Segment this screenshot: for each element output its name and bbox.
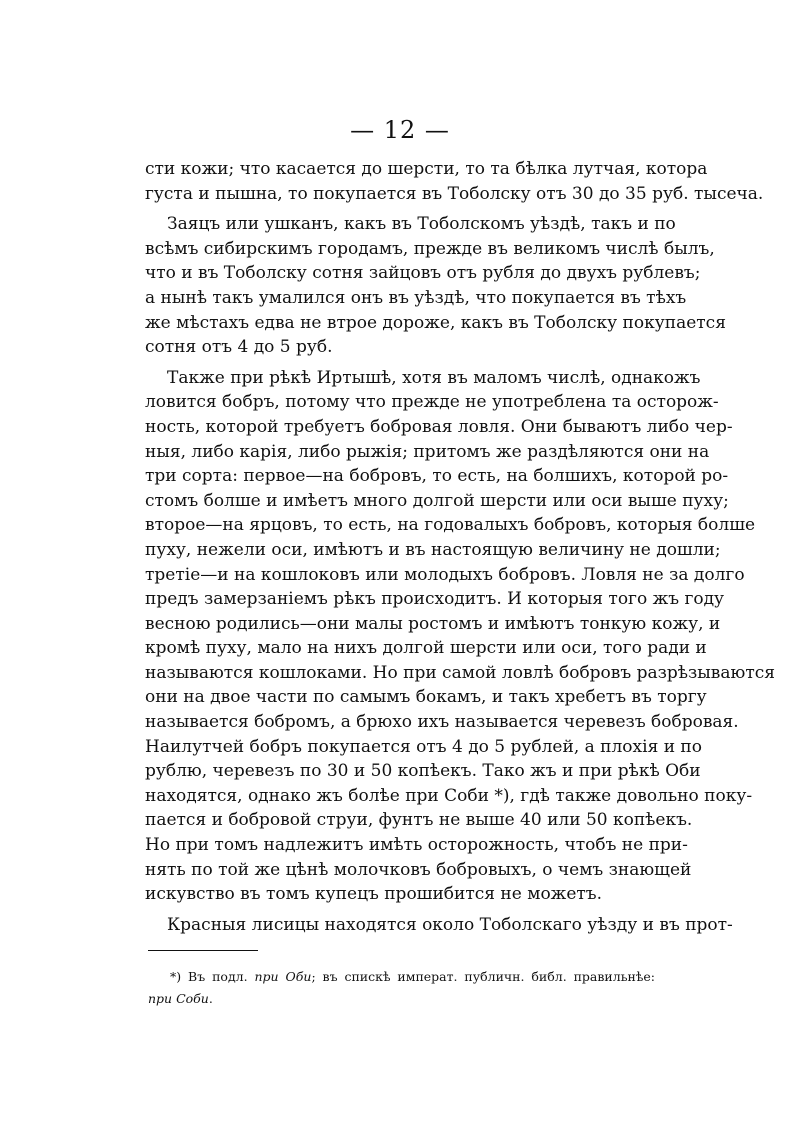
text-line: всѣмъ сибирскимъ городамъ, прежде въ великомъ числѣ былъ, [145, 238, 715, 259]
footnote [148, 966, 655, 1010]
footnote-end: . [208, 991, 213, 1006]
text-line: нять по той же цѣнѣ молочковъ бобровыхъ, о чемъ знающей [145, 859, 692, 880]
text-line: рублю, черевезъ по 30 и 50 копѣекъ. Тако жъ и при рѣкѣ Оби [145, 761, 701, 782]
footnote-italic-1: при Оби [254, 969, 312, 984]
text-line: Заяцъ или ушканъ, какъ въ Тоболскомъ уѣздѣ, такъ и по [167, 214, 676, 235]
text-line: называются кошлоками. Но при самой ловлѣ бобровъ разрѣзываются [145, 662, 775, 683]
text-line: пается и бобровой струи, фунтъ не выше 40 или 50 копѣекъ. [145, 810, 693, 831]
text-line: густа и пышна, то покупается въ Тоболску отъ 30 до 35 руб. тысеча. [145, 183, 764, 204]
text-line: Наилутчей бобръ покупается отъ 4 до 5 рублей, а плохія и по [145, 736, 702, 757]
paragraph-2 [145, 212, 726, 360]
paragraph-1 [145, 157, 764, 206]
text-line: третіе—и на кошлоковъ или молодыхъ бобровъ. Ловля не за долго [145, 564, 745, 585]
body-text [145, 157, 775, 937]
text-line: ныя, либо карія, либо рыжія; притомъ же раздѣляются они на [145, 441, 710, 462]
text-line: что и въ Тоболску сотня зайцовъ отъ рубля до двухъ рублевъ; [145, 263, 701, 284]
text-line: второе—на ярцовъ, то есть, на годовалыхъ бобровъ, которыя болше [145, 515, 756, 536]
text-line: пуху, нежели оси, имѣютъ и въ настоящую величину не дошли; [145, 539, 721, 560]
paragraph-3 [145, 366, 775, 907]
text-line: ность, которой требуетъ бобровая ловля. Они бываютъ либо чер- [145, 416, 733, 437]
text-line: три сорта: первое—на бобровъ, то есть, на болшихъ, которой ро- [145, 466, 729, 487]
text-line: сотня отъ 4 до 5 руб. [145, 337, 333, 358]
footnote-rule [148, 950, 258, 951]
text-line: а нынѣ такъ умалился онъ въ уѣздѣ, что покупается въ тѣхъ [145, 287, 687, 308]
text-line: Также при рѣкѣ Иртышѣ, хотя въ маломъ числѣ, однакожъ [167, 367, 701, 388]
footnote-line [148, 966, 655, 988]
footnote-line [148, 988, 655, 1010]
text-line: они на двое части по самымъ бокамъ, и такъ хребетъ въ торгу [145, 687, 707, 708]
paragraph-4 [145, 913, 733, 938]
footnote-italic-2: при Соби [148, 991, 209, 1006]
text-line: стомъ болше и имѣетъ много долгой шерсти или оси выше пуху; [145, 490, 729, 511]
footnote-middle: ; въ спискѣ императ. публичн. библ. правильнѣе: [311, 969, 655, 984]
text-line: кромѣ пуху, мало на нихъ долгой шерсти или оси, того ради и [145, 638, 707, 659]
footnote-marker: *) Въ подл. [170, 969, 248, 984]
text-line: искувство въ томъ купецъ прошибится не можетъ. [145, 884, 603, 905]
text-line: предъ замерзаніемъ рѣкъ происходитъ. И которыя того жъ году [145, 589, 725, 610]
text-line: Но при томъ надлежитъ имѣть осторожность, чтобъ не при- [145, 835, 688, 856]
text-line: сти кожи; что касается до шерсти, то та бѣлка лутчая, котора [145, 159, 708, 179]
text-line: называется бобромъ, а брюхо ихъ называется черевезъ бобровая. [145, 712, 739, 733]
text-line: Красныя лисицы находятся около Тоболскаго уѣзду и въ прот- [167, 914, 733, 935]
page-number: — 12 — [350, 116, 450, 144]
text-line: ловится бобръ, потому что прежде не употреблена та осторож- [145, 392, 719, 413]
text-line: находятся, однако жъ болѣе при Соби *), гдѣ также довольно поку- [145, 785, 753, 806]
text-line: же мѣстахъ едва не втрое дороже, какъ въ Тоболску покупается [145, 312, 726, 333]
text-line: весною родились—они малы ростомъ и имѣютъ тонкую кожу, и [145, 613, 721, 634]
